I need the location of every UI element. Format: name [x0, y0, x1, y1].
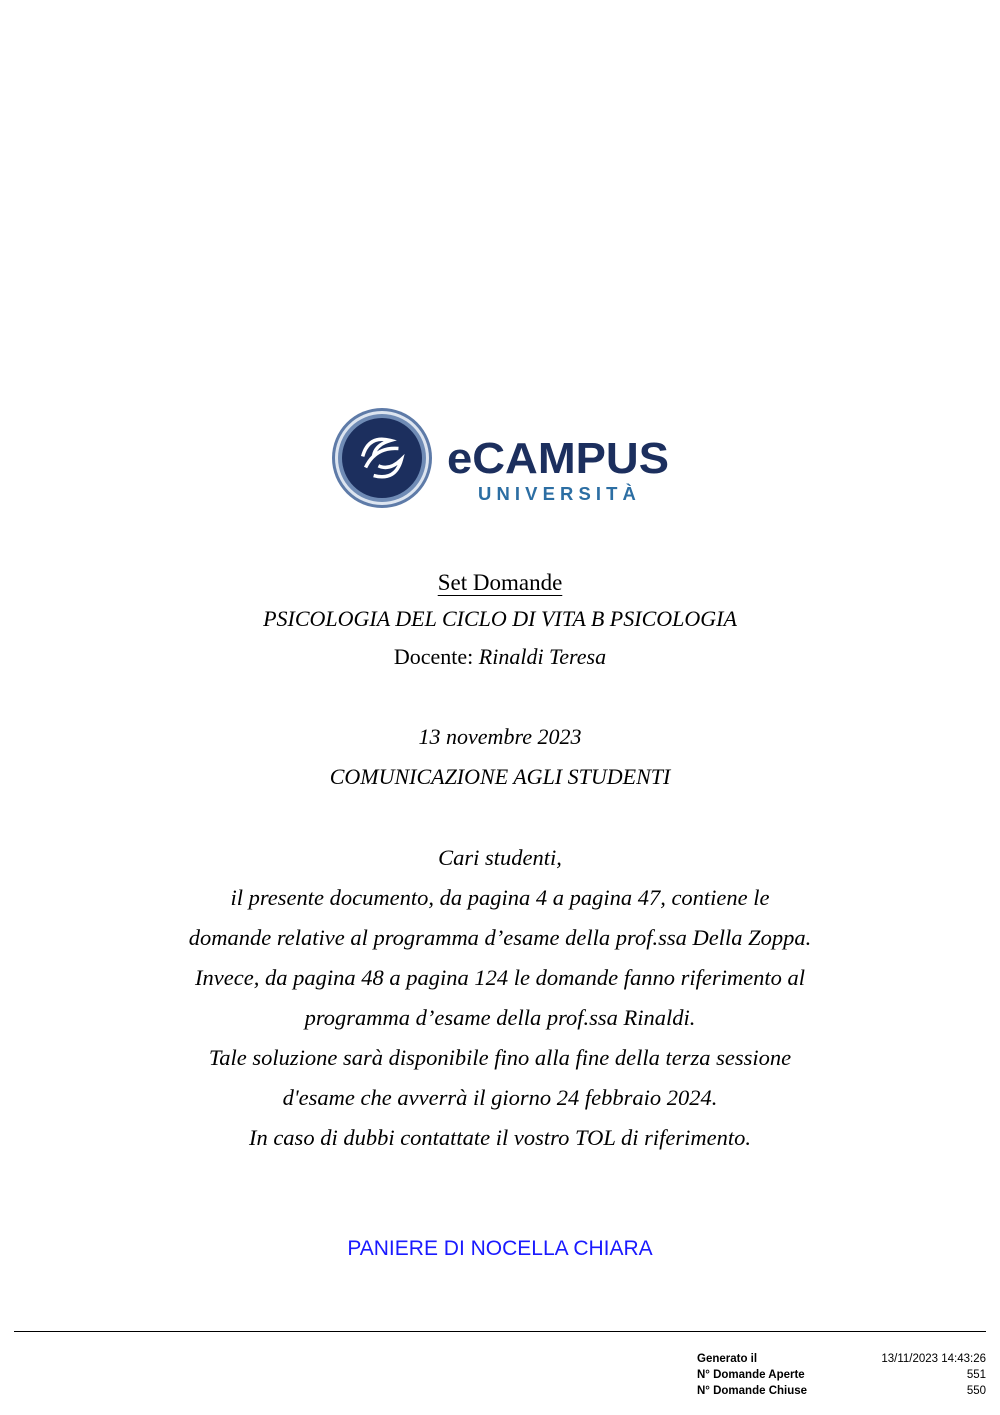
message-line: il presente documento, da pagina 4 a pagina 47, contiene le — [230, 885, 770, 910]
closed-questions-label: N° Domande Chiuse — [697, 1385, 808, 1397]
message-line: Invece, da pagina 48 a pagina 124 le domande fanno riferimento al — [195, 965, 805, 990]
docente-label: Docente: — [393, 644, 474, 669]
footer-row-closed-questions — [697, 1383, 986, 1399]
message-line: In caso di dubbi contattate il vostro TOL di riferimento. — [248, 1125, 752, 1150]
set-domande-heading — [0, 568, 1000, 598]
footer-info-table — [697, 1351, 986, 1399]
ecampus-logo — [331, 407, 671, 509]
document-date: 13 novembre 2023 — [418, 724, 582, 749]
message-line: programma d’esame della prof.ssa Rinaldi. — [304, 1005, 696, 1030]
open-questions-label: N° Domande Aperte — [697, 1369, 805, 1381]
communication-title: COMUNICAZIONE AGLI STUDENTI — [329, 764, 671, 789]
ecampus-seal-icon — [332, 408, 432, 508]
student-message — [0, 843, 1000, 1163]
logo-brand-text: eCAMPUS — [447, 434, 669, 483]
message-line: d'esame che avverrà il giorno 24 febbraio 2024. — [282, 1085, 718, 1110]
message-line: Tale soluzione sarà disponibile fino alla fine della terza sessione — [208, 1045, 792, 1070]
generated-value: 13/11/2023 14:43:26 — [881, 1353, 986, 1365]
closed-questions-value: 550 — [966, 1385, 986, 1397]
footer-row-generated — [697, 1351, 986, 1367]
footer-row-open-questions — [697, 1367, 986, 1383]
paniere-owner: PANIERE DI NOCELLA CHIARA — [347, 1237, 653, 1260]
course-title: PSICOLOGIA DEL CICLO DI VITA B PSICOLOGIA — [263, 606, 737, 631]
docente-name: Rinaldi Teresa — [478, 644, 607, 669]
logo-subtitle-text: UNIVERSITÀ — [478, 484, 638, 504]
message-line: domande relative al programma d’esame della prof.ssa Della Zoppa. — [188, 925, 812, 950]
footer-divider — [14, 1331, 986, 1332]
set-domande-label: Set Domande — [437, 570, 563, 595]
open-questions-value: 551 — [966, 1369, 986, 1381]
message-line: Cari studenti, — [438, 845, 562, 870]
docente-line — [0, 642, 1000, 672]
generated-label: Generato il — [697, 1353, 758, 1365]
